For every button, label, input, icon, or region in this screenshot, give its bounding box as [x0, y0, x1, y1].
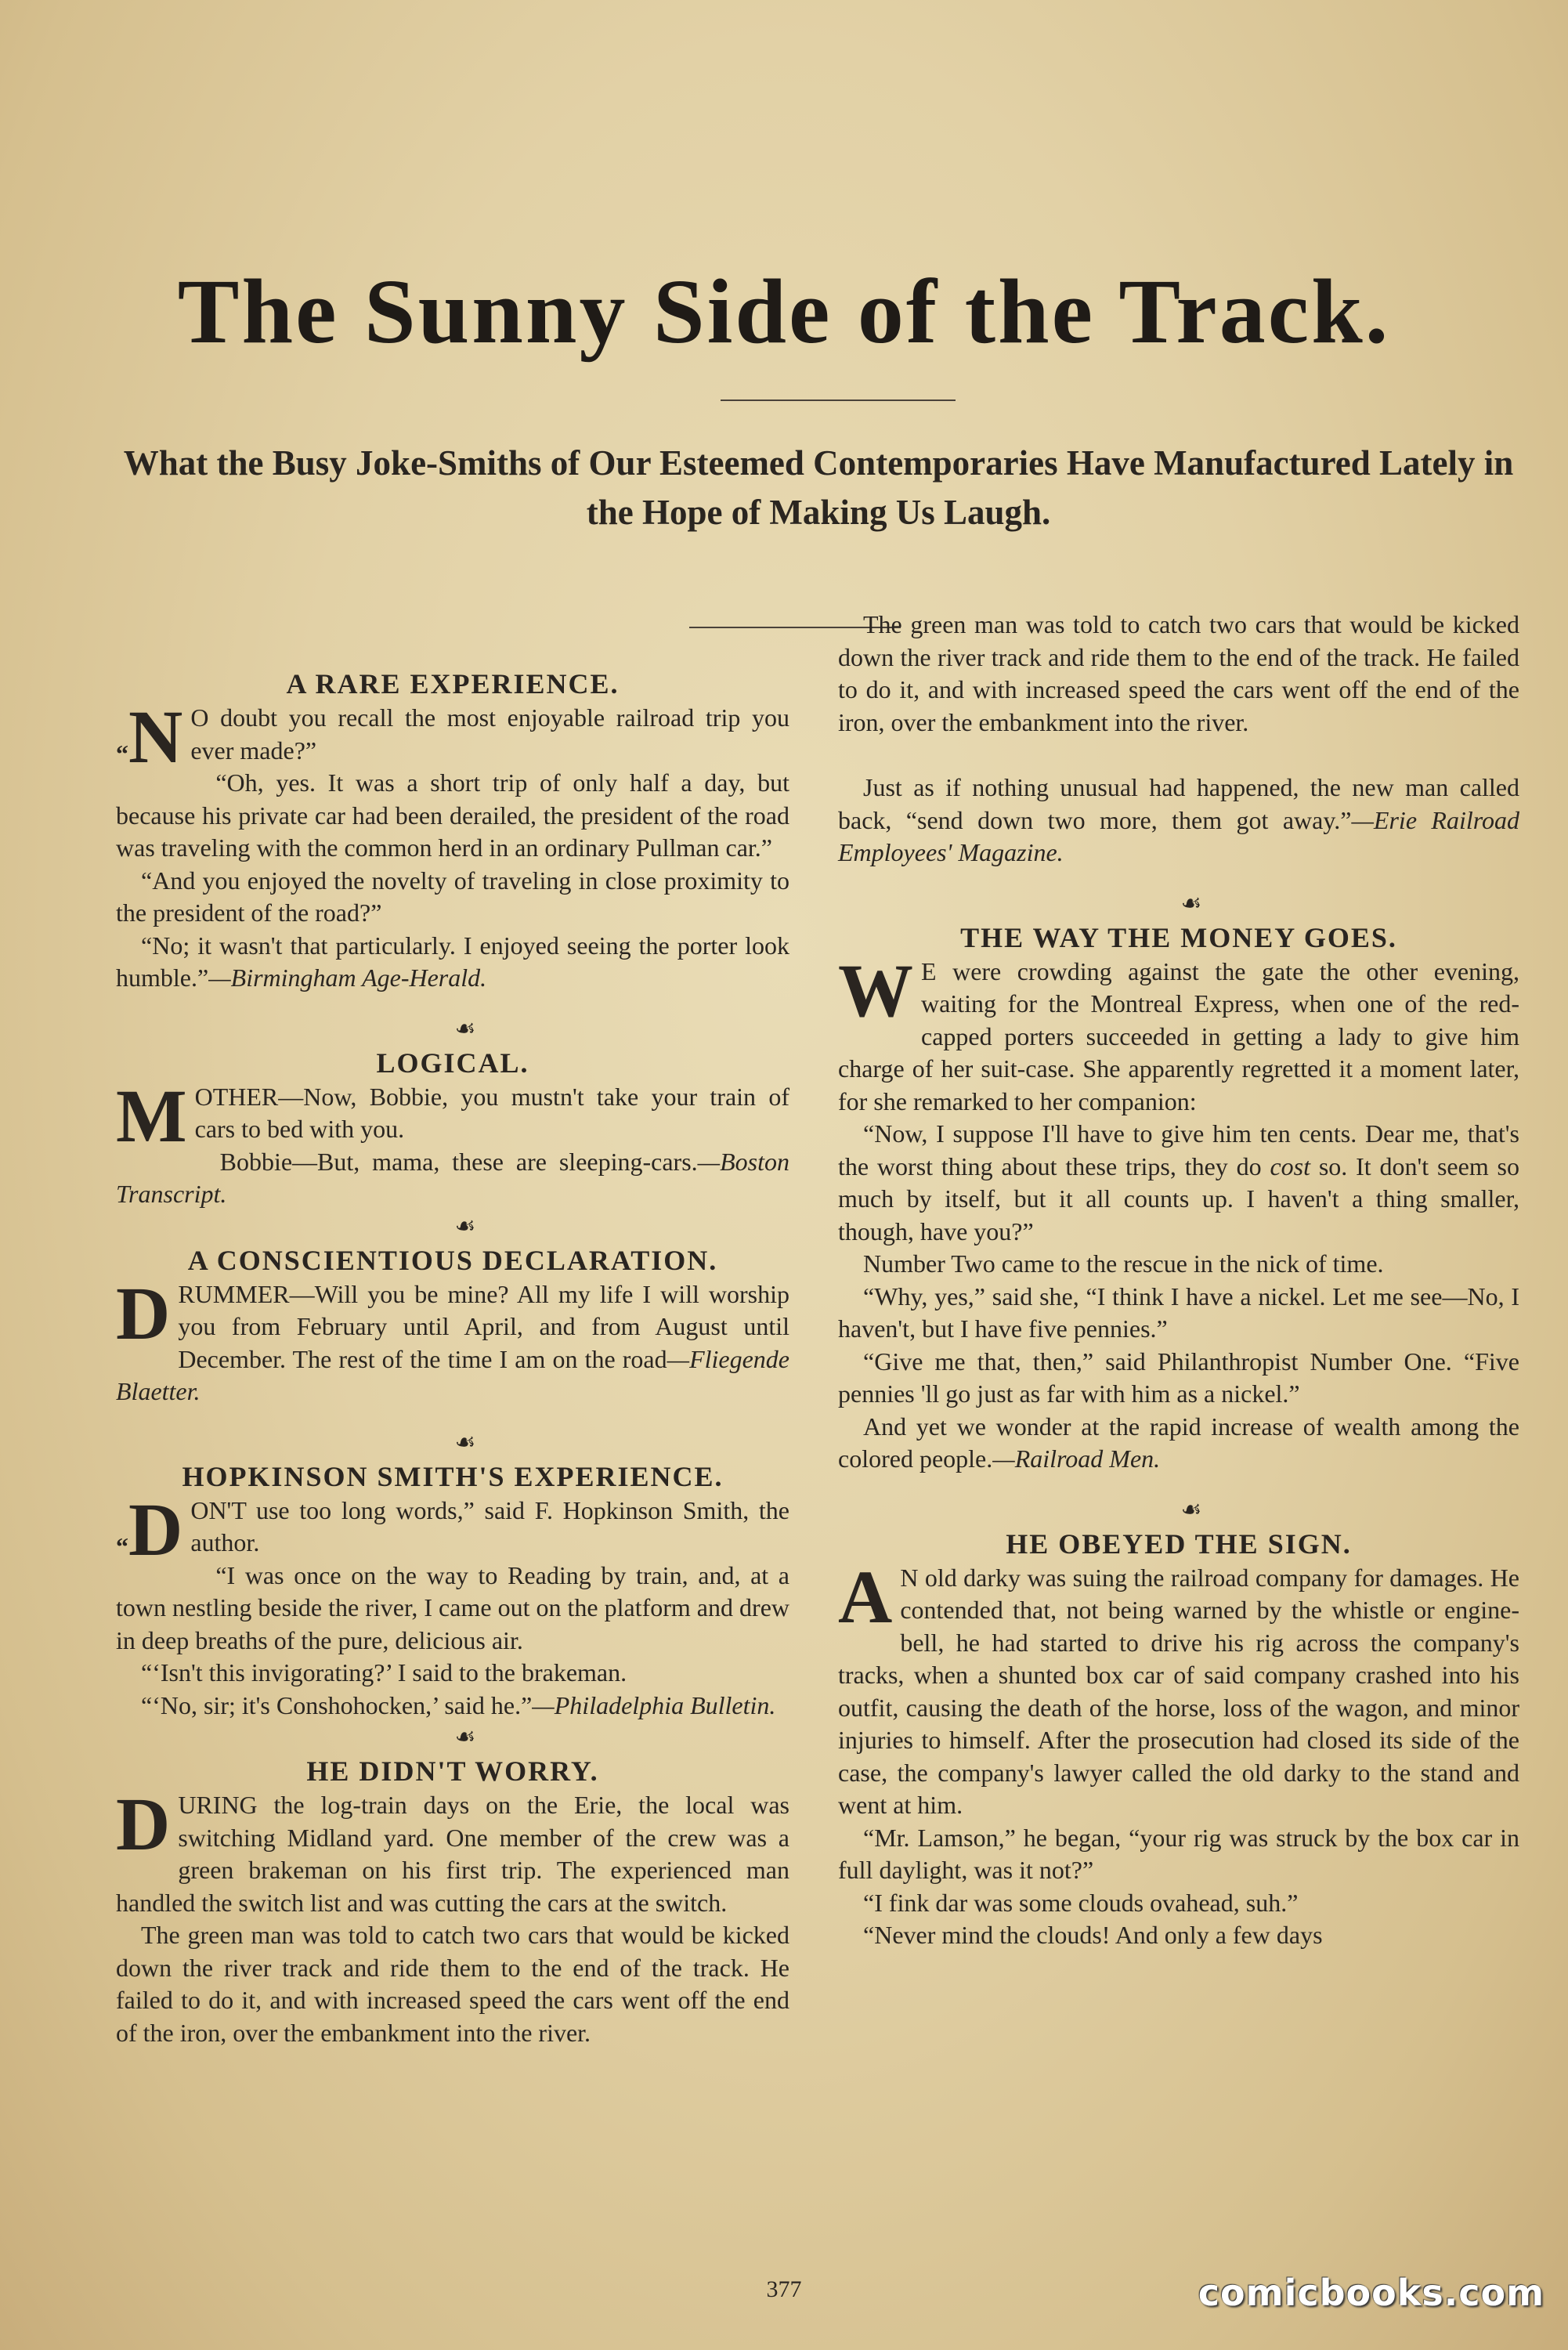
- paragraph: “Why, yes,” said she, “I think I have a nickel. Let me see—No, I haven't, but I have five pennies.”: [838, 1282, 1519, 1343]
- page-title: The Sunny Side of the Track.: [177, 260, 1391, 363]
- paragraph: Just as if nothing unusual had happened, the new man called back, “send down two more, them got away.”: [838, 773, 1519, 834]
- paragraph: URING the log-train days on the Erie, the local was switching Midland yard. One member of the crew was a green brakeman on his first trip. The experienced man handled the switch list and was cutting the cars at the switch.: [116, 1791, 789, 1917]
- paragraph: Number Two came to the rescue in the nick of time.: [863, 1249, 1384, 1278]
- article-heading: THE WAY THE MONEY GOES.: [960, 921, 1397, 953]
- paragraph: The green man was told to catch two cars that would be kicked down the river track and ride them to the end of the track. He failed to do it, and with increased speed the cars went off the end of the iron, over the embankment into the river.: [116, 1921, 789, 2047]
- fleuron-ornament-icon: ☙: [454, 1429, 476, 1455]
- paragraph: Bobbie—But, mama, these are sleeping-cars.: [219, 1147, 698, 1176]
- article-conscientious-declaration: [116, 1242, 789, 1408]
- paragraph: RUMMER—Will you be mine? All my life I will worship you from February until April, and from August until December. The rest of the time I am on the road: [178, 1279, 789, 1373]
- source-credit: —Railroad Men.: [992, 1444, 1161, 1473]
- article-heading: HE DIDN'T WORRY.: [306, 1755, 599, 1787]
- article-rare-experience: [116, 666, 789, 995]
- source-credit: —Fliegende Blaetter.: [116, 1344, 789, 1405]
- paragraph: “Now, I suppose I'll have to give him ten cents. Dear me, that's the worst thing about these trips, they do: [838, 1119, 1519, 1180]
- article-hopkinson-smith: [116, 1459, 789, 1723]
- drop-cap: D: [116, 1782, 171, 1866]
- fleuron-ornament-icon: ☙: [454, 1213, 476, 1239]
- article-heading: LOGICAL.: [376, 1047, 529, 1079]
- paragraph: “I was once on the way to Reading by train, and, at a town nestling beside the river, I came out on the platform and drew in deep breaths of the pure, delicious air.: [116, 1560, 789, 1654]
- article-money-goes: [838, 920, 1519, 1476]
- left-column: [116, 666, 789, 2047]
- source-credit: —Philadelphia Bulletin.: [532, 1690, 776, 1719]
- fleuron-ornament-icon: ☙: [1180, 1496, 1202, 1523]
- watermark: comicbooks.com: [1198, 2272, 1545, 2314]
- fleuron-ornament-icon: ☙: [1180, 890, 1202, 916]
- paragraph: “Give me that, then,” said Philanthropist Number One. “Five pennies 'll go just as far with him as a nickel.”: [838, 1347, 1519, 1408]
- article-didnt-worry-continued: [838, 610, 1519, 772]
- drop-cap: A: [838, 1554, 893, 1639]
- paragraph: “No; it wasn't that particularly. I enjoyed seeing the porter look humble.”: [116, 931, 789, 992]
- source-credit: —Erie Railroad Employees' Magazine.: [838, 805, 1520, 866]
- paragraph: “‘Isn't this invigorating?’ I said to the brakeman.: [141, 1658, 627, 1687]
- paragraph: “And you enjoyed the novelty of traveling in close proximity to the president of the road?”: [116, 866, 789, 927]
- source-credit: —Birmingham Age-Herald.: [208, 964, 487, 992]
- page-subtitle: What the Busy Joke-Smiths of Our Esteemed Contemporaries Have Manufactured Lately in the Hope of Making Us Laugh.: [123, 443, 1514, 532]
- article-obeyed-sign: [838, 1526, 1519, 1952]
- fleuron-ornament-icon: ☙: [454, 1015, 476, 1042]
- source-credit: —Boston Transcript.: [116, 1147, 789, 1208]
- article-heading: HE OBEYED THE SIGN.: [1006, 1528, 1352, 1560]
- emphasis: cost: [1270, 1152, 1310, 1180]
- paragraph: “Oh, yes. It was a short trip of only half a day, but because his private car had been derailed, the president of the road was traveling with the common herd in an ordinary Pullman car.”: [116, 768, 789, 862]
- article-heading: HOPKINSON SMITH'S EXPERIENCE.: [182, 1460, 724, 1492]
- paragraph: “‘No, sir; it's Conshohocken,’ said he.”: [141, 1690, 533, 1719]
- article-logical: [116, 1045, 789, 1211]
- paragraph: The green man was told to catch two cars that would be kicked down the river track and ride them to the end of the track. He failed to do it, and with increased speed the cars went off the end of the iron, over the embankment into the river.: [838, 610, 1519, 736]
- paragraph: E were crowding against the gate the other evening, waiting for the Montreal Express, when one of the red-capped porters succeeded in getting a lady to give him charge of her suit-case. She apparently regretted it a moment later, for she remarked to her companion:: [838, 956, 1519, 1115]
- article-heading: A RARE EXPERIENCE.: [286, 668, 620, 700]
- article-heading: A CONSCIENTIOUS DECLARATION.: [187, 1244, 718, 1276]
- paragraph: ON'T use too long words,” said F. Hopkinson Smith, the author.: [190, 1495, 789, 1556]
- paragraph: N old darky was suing the railroad company for damages. He contended that, not being warned by the whistle or engine-bell, he had started to drive his rig across the company's tracks, when a shunted box car of said company crashed into his outfit, causing the death of the horse, loss of the wagon, and minor injuries to himself. After the prosecution had closed its side of the case, the company's lawyer called the old darky to the stand and went at him.: [838, 1563, 1519, 1819]
- paragraph: O doubt you recall the most enjoyable railroad trip you ever made?”: [190, 703, 789, 765]
- paragraph: “I fink dar was some clouds ovahead, suh.”: [863, 1888, 1299, 1917]
- paragraph: so. It don't seem so much by itself, but it all counts up. I haven't a thing smaller, though, have you?”: [838, 1152, 1520, 1246]
- paragraph: “Never mind the clouds! And only a few days: [863, 1921, 1323, 1949]
- paragraph: And yet we wonder at the rapid increase of wealth among the colored people.: [838, 1412, 1519, 1473]
- drop-cap: M: [116, 1073, 187, 1158]
- page-number: 377: [766, 2276, 802, 2302]
- fleuron-ornament-icon: ☙: [454, 1724, 476, 1750]
- title-divider: [721, 400, 956, 401]
- drop-cap: W: [838, 948, 913, 1032]
- drop-cap: “N: [116, 695, 183, 779]
- article-didnt-worry: [116, 1753, 789, 2047]
- paragraph: “Mr. Lamson,” he began, “your rig was struck by the box car in full daylight, was it not?”: [838, 1823, 1519, 1884]
- right-column: [838, 610, 1520, 1952]
- drop-cap: D: [116, 1271, 171, 1355]
- paragraph: OTHER—Now, Bobbie, you mustn't take your train of cars to bed with you.: [194, 1082, 789, 1143]
- drop-cap: “D: [116, 1487, 183, 1571]
